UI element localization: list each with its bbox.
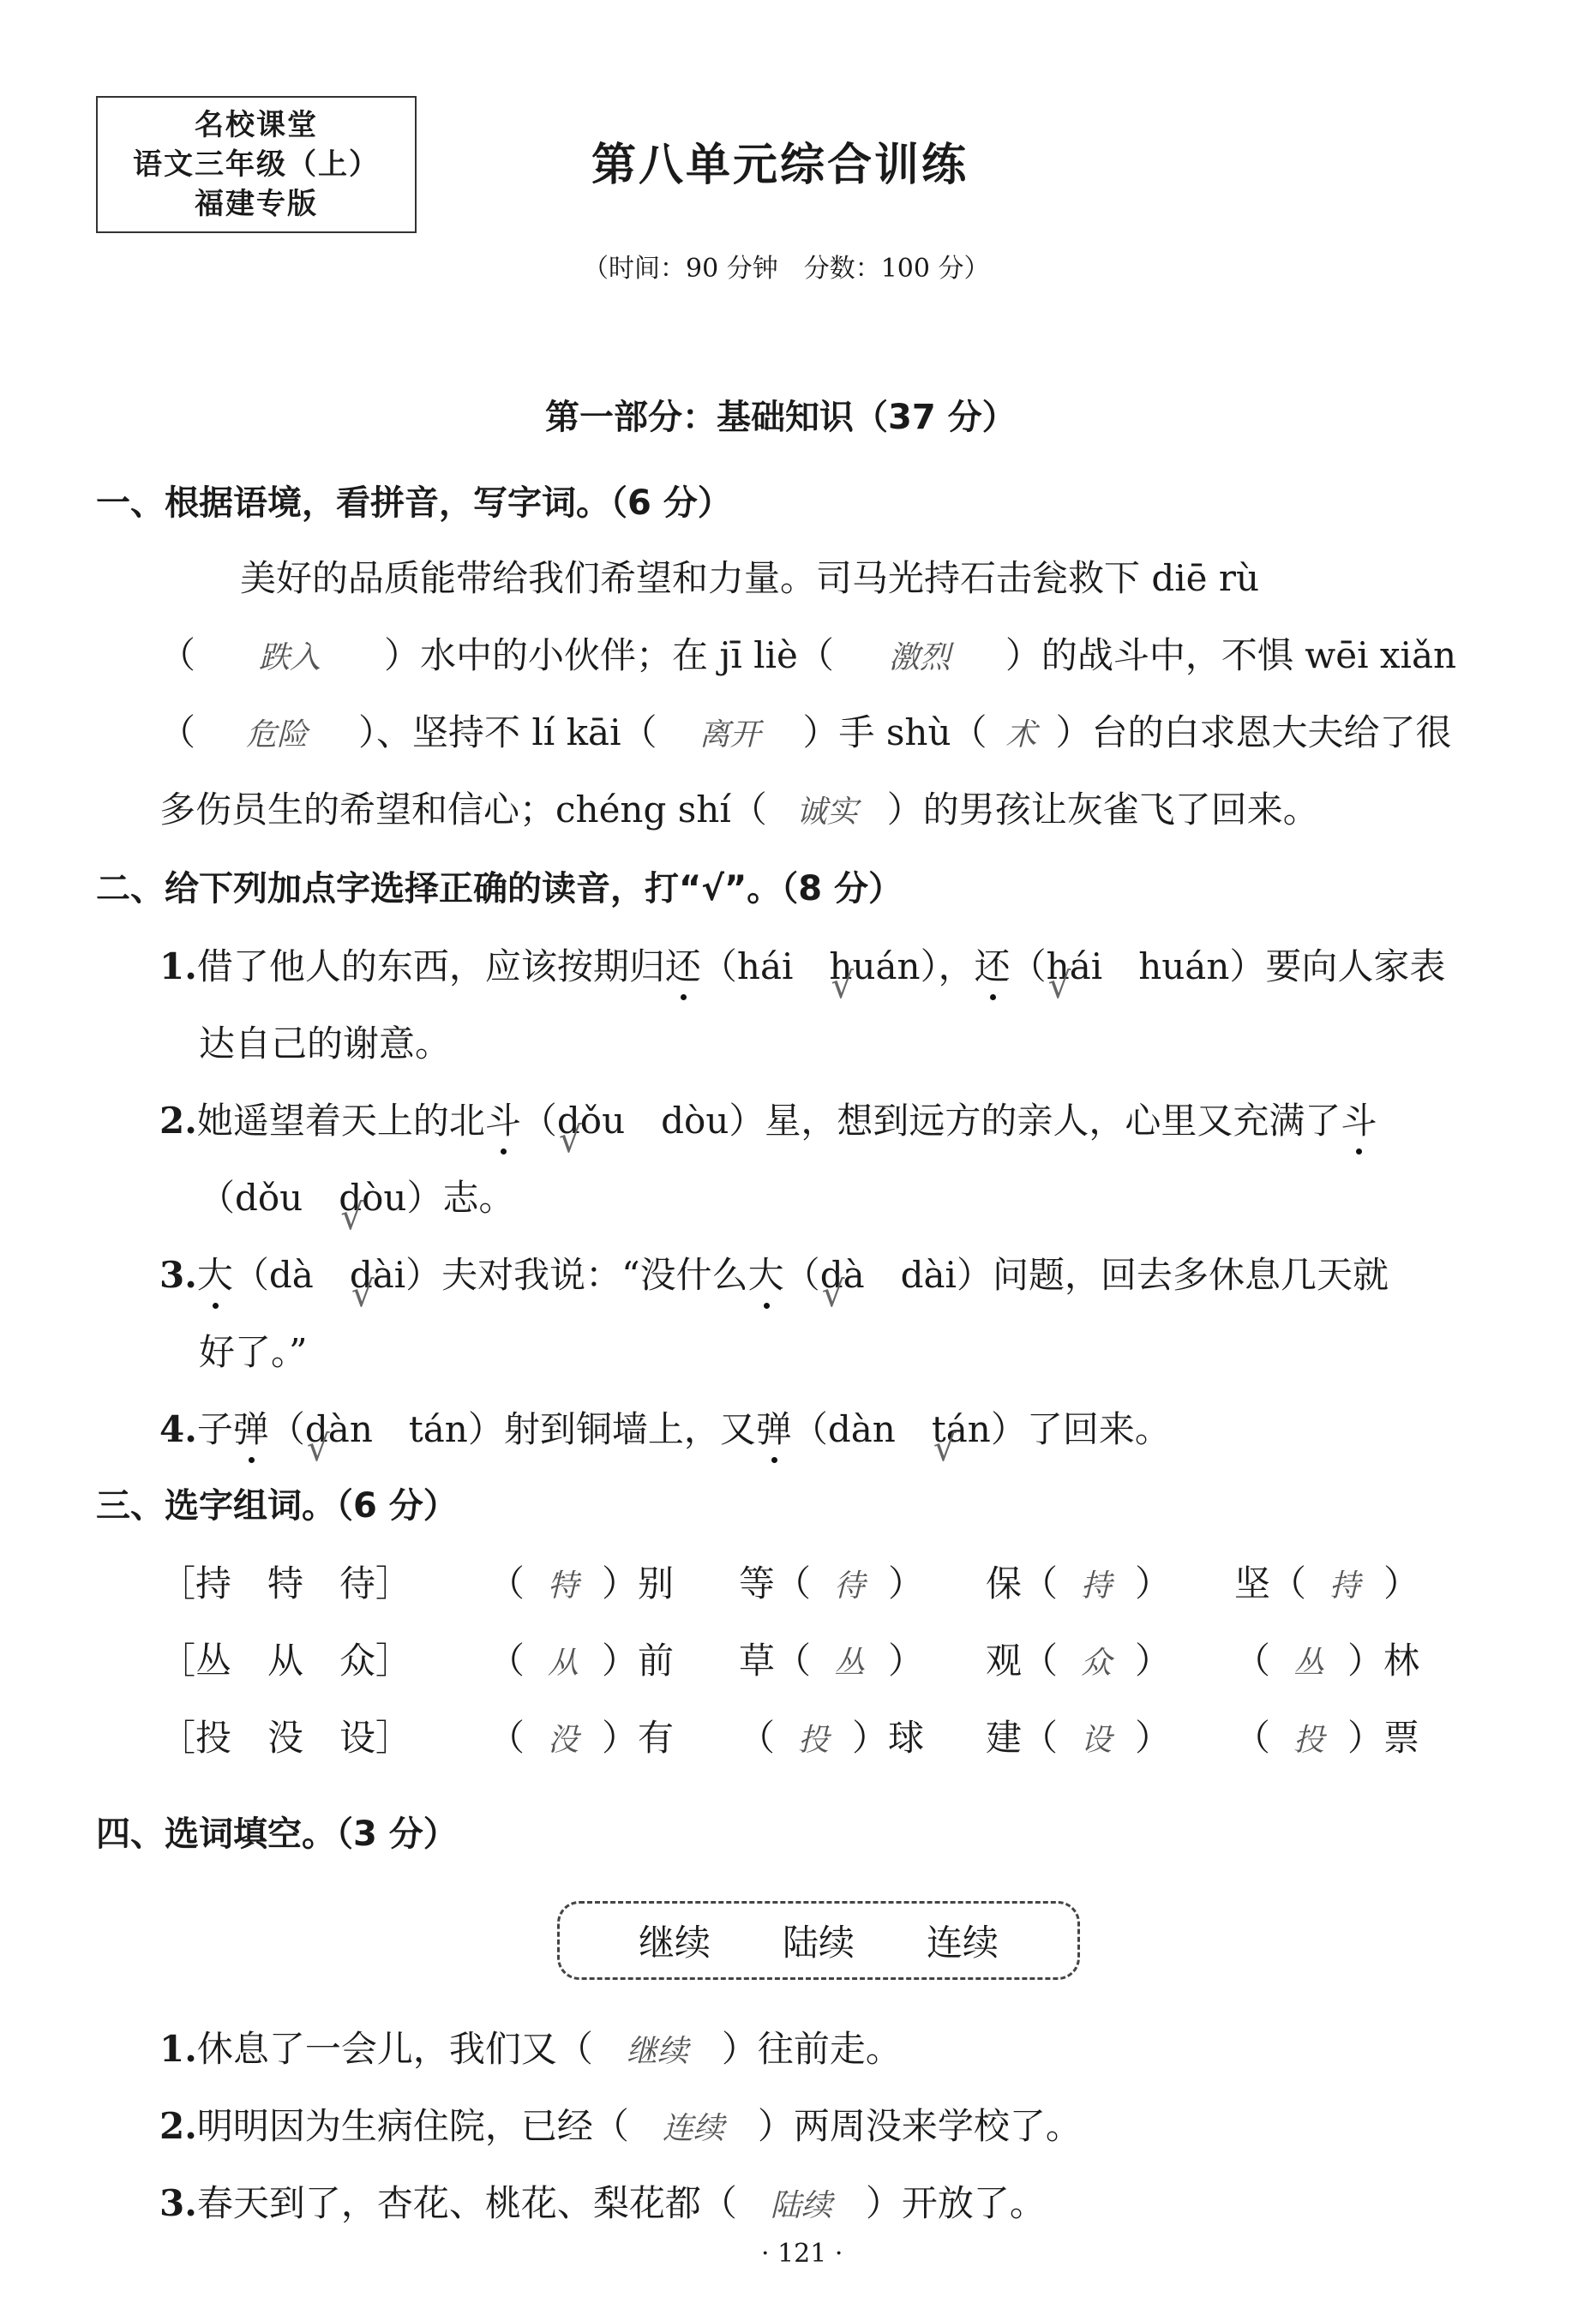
q2-text: dòu）星，想到远方的亲人，心里又充满了 [625,1100,1341,1142]
q3-text: ） [1135,1717,1172,1759]
q4-text: 休息了一会儿，我们又（ [196,2028,593,2070]
q1-text: 美好的品质能带给我们希望和力量。司马光持石击瓮救下 diē rù [240,557,1260,599]
item-number: 2. [159,1100,197,1142]
q3-text: （ [489,1562,525,1604]
dotted-char: 弹 [756,1401,792,1453]
q2-item-3-cont: 好了。” [199,1331,308,1373]
pinyin-option-checked[interactable]: dàn √ [305,1408,373,1450]
pinyin-option-checked[interactable]: dǒu √ [557,1100,625,1142]
q3-text: 观（ [986,1640,1059,1682]
answer-blank[interactable]: 待 [834,1568,866,1604]
q3-text: ）别 [602,1562,675,1604]
item-number: 1. [159,945,197,987]
q3-row-1-c1 [489,1556,674,1607]
q4-heading: 四、选词填空。（3 分） [96,1814,458,1854]
q3-text: （ [1234,1717,1271,1759]
q2-text: 借了他人的东西，应该按期归 [196,945,665,987]
word-bank-item: 连续 [926,1922,999,1964]
pinyin-option-checked[interactable]: dà √ [820,1254,865,1296]
q3-text: ）林 [1347,1640,1420,1682]
item-number: 3. [159,1254,197,1296]
q2-text: （dà [232,1254,350,1296]
q1-heading: 一、根据语境，看拼音，写字词。（6 分） [96,483,732,523]
q3-row-3-chars: ［投 没 设］ [159,1717,412,1759]
q3-row-3-c4 [1234,1710,1419,1761]
badge-line-3: 福建专版 [195,187,318,221]
q3-row-3-c3 [986,1710,1171,1761]
q1-line-2 [159,627,1456,679]
answer-blank[interactable]: 持 [1329,1568,1361,1604]
q2-item-3 [159,1247,1389,1298]
q2-item-4 [159,1401,1171,1453]
q3-text: 草（ [739,1640,812,1682]
q3-text: 等（ [739,1562,812,1604]
q3-text: ） [888,1640,925,1682]
q1-text: ）的战斗中，不惧 wēi xiǎn [1005,634,1457,676]
part-title: 第一部分：基础知识（37 分） [545,398,1017,437]
pinyin-option-checked[interactable]: tán √ [932,1408,991,1450]
series-badge [96,96,417,233]
answer-blank[interactable]: 投 [1293,1723,1325,1758]
q2-item-2 [159,1093,1377,1144]
q3-text: ） [1135,1640,1172,1682]
q3-row-2-chars: ［丛 从 众］ [159,1640,412,1682]
dotted-char: 还 [665,939,701,990]
q2-text: tán）射到铜墙上，又 [372,1408,756,1450]
q3-text: （ [489,1640,525,1682]
q1-text: ）台的白求恩大夫给了很 [1055,711,1452,753]
q3-row-1-c3 [986,1556,1171,1607]
q3-text: 保（ [986,1562,1059,1604]
q3-text: ）有 [602,1717,675,1759]
item-number: 3. [159,2182,197,2224]
pinyin-option-checked[interactable]: dài √ [350,1254,405,1296]
answer-blank[interactable]: 设 [1081,1723,1113,1758]
q4-item-3 [159,2175,1046,2227]
answer-blank[interactable]: 投 [798,1723,830,1758]
q1-line-4 [159,782,1319,833]
q3-text: ） [1383,1562,1420,1604]
page-title: 第八单元综合训练 [591,140,969,191]
q3-row-1-c4 [1234,1556,1419,1607]
q2-text: ）， [920,945,975,987]
answer-blank[interactable]: 危险 [246,717,309,753]
q3-text: ） [1135,1562,1172,1604]
dotted-char: 斗 [485,1093,521,1144]
page-number: · 121 · [761,2239,843,2269]
word-bank-item: 陆续 [782,1922,855,1964]
answer-blank[interactable]: 离开 [699,717,761,753]
pinyin-option-checked[interactable]: dòu √ [339,1177,406,1219]
q2-text: huán）要向人家表 [1102,945,1446,987]
q1-text: ）的男孩让灰雀飞了回来。 [886,789,1319,831]
dotted-char: 弹 [233,1401,269,1453]
answer-blank[interactable]: 持 [1081,1568,1113,1604]
q4-text: ）开放了。 [865,2182,1046,2224]
q4-item-2 [159,2098,1082,2150]
q4-text: ）往前走。 [721,2028,902,2070]
q1-line-3 [159,705,1452,756]
answer-blank[interactable]: 特 [548,1568,579,1604]
q1-text: ）手 shù（ [802,711,987,753]
exam-meta: （时间：90 分钟 分数：100 分） [583,254,990,284]
q3-row-1-c2 [739,1556,924,1607]
q3-text: （ [739,1717,776,1759]
q2-text: （ [268,1408,305,1450]
q2-item-2-cont [199,1170,514,1221]
q1-text: （ [159,711,196,753]
q2-text: （hái [700,945,830,987]
q3-row-2-c1 [489,1633,674,1684]
q2-text: ）了回来。 [990,1408,1171,1450]
answer-blank[interactable]: 跌入 [259,640,321,675]
q2-text: （ [1010,945,1047,987]
item-number: 4. [159,1408,197,1450]
answer-blank[interactable]: 没 [548,1723,579,1758]
answer-blank[interactable]: 陆续 [770,2188,832,2223]
item-number: 2. [159,2105,197,2147]
q2-heading: 二、给下列加点字选择正确的读音，打“√”。（8 分） [96,869,903,909]
dotted-char: 还 [975,939,1011,990]
q2-text: （dàn [791,1408,932,1450]
q1-text: 多伤员生的希望和信心；chéng shí（ [159,789,767,831]
q3-text: 建（ [986,1717,1059,1759]
word-bank-item: 继续 [638,1922,711,1964]
q3-row-3-c2 [739,1710,924,1761]
q3-row-1-chars: ［持 特 待］ [159,1562,412,1604]
q2-text: （ [520,1100,557,1142]
q4-item-1 [159,2021,902,2072]
q3-text: ）前 [602,1640,675,1682]
q3-heading: 三、选字组词。（6 分） [96,1486,458,1526]
q3-text: （ [489,1717,525,1759]
q2-text: dài）问题，回去多休息几天就 [864,1254,1389,1296]
item-number: 1. [159,2028,197,2070]
q1-line-1 [240,550,1259,602]
q3-text: ）票 [1347,1717,1420,1759]
q3-row-3-c1 [489,1710,674,1761]
badge-line-1: 名校课堂 [195,108,318,142]
answer-blank[interactable]: 术 [1005,717,1037,753]
pinyin-option-checked[interactable]: hái √ [1047,945,1103,987]
q3-text: 坚（ [1234,1562,1307,1604]
answer-blank[interactable]: 众 [1081,1646,1113,1681]
answer-blank[interactable]: 诚实 [795,795,858,830]
answer-blank[interactable]: 丛 [1293,1646,1325,1681]
q4-text: 明明因为生病住院，已经（ [196,2105,629,2147]
q2-item-1-cont: 达自己的谢意。 [199,1023,452,1065]
q2-text: （dǒu [199,1177,339,1219]
dotted-char: 斗 [1341,1093,1377,1144]
q2-item-1 [159,939,1445,990]
q2-text: 她遥望着天上的北 [196,1100,485,1142]
q4-text: 春天到了，杏花、桃花、梨花都（ [196,2182,737,2224]
q2-text: （ [783,1254,820,1296]
answer-blank[interactable]: 连续 [662,2111,724,2146]
q3-row-2-c4 [1234,1633,1419,1684]
q2-text: ）夫对我说：“没什么 [405,1254,748,1296]
q4-text: ）两周没来学校了。 [757,2105,1082,2147]
pinyin-option-checked[interactable]: huán √ [829,945,920,987]
q1-text: （ [159,634,196,676]
q2-text: 子 [196,1408,233,1450]
q3-text: ）球 [852,1717,925,1759]
answer-blank[interactable]: 丛 [834,1646,866,1681]
q1-text: ）、坚持不 lí kāi（ [358,711,657,753]
q2-text: ）志。 [406,1177,515,1219]
q3-row-2-c3 [986,1633,1171,1684]
q3-text: ） [888,1562,925,1604]
answer-blank[interactable]: 从 [548,1646,579,1681]
dotted-char: 大 [748,1247,784,1298]
answer-blank[interactable]: 继续 [626,2034,688,2069]
q3-text: （ [1234,1640,1271,1682]
answer-blank[interactable]: 激烈 [888,640,951,675]
dotted-char: 大 [197,1247,233,1298]
word-bank [557,1901,1080,1980]
q1-text: ）水中的小伙伴；在 jī liè（ [384,634,834,676]
badge-line-2: 语文三年级（上） [133,147,380,182]
q3-row-2-c2 [739,1633,924,1684]
